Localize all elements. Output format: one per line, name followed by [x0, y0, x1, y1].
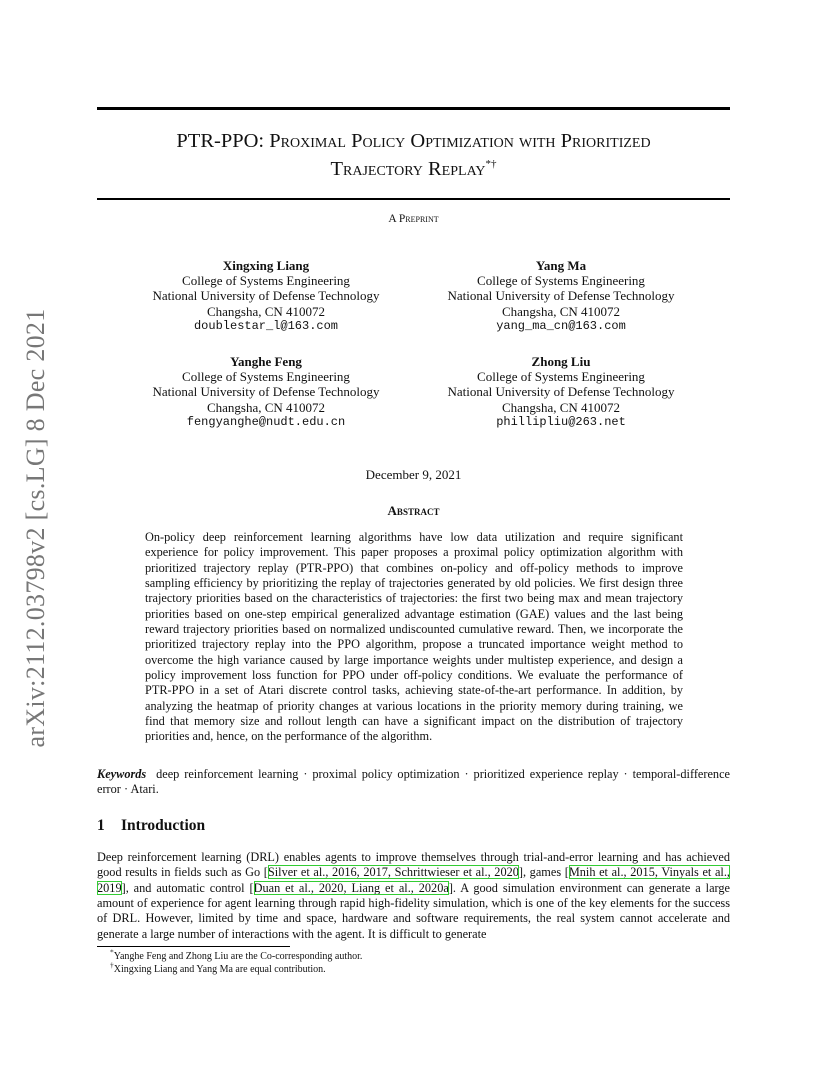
author-block: [421, 354, 701, 430]
author-name: Zhong Liu: [531, 354, 591, 369]
author-address: Changsha, CN 410072: [501, 399, 621, 415]
author-institution: National University of Defense Technology: [447, 384, 675, 400]
citation-link[interactable]: Duan et al., 2020, Liang et al., 2020a: [253, 880, 449, 895]
footnotes: [110, 947, 363, 976]
preprint-label: A Preprint: [388, 213, 439, 225]
author-block: [126, 258, 406, 334]
author-affiliation: College of Systems Engineering: [182, 369, 350, 385]
author-affiliation: College of Systems Engineering: [477, 369, 645, 385]
abstract-text: On-policy deep reinforcement learning algorithms have low data utilization and require significant experience for policy improvement. This paper proposes a proximal policy optimization algorithm with prioritized trajectory replay (PTR-PPO) that combines on-policy and off-policy methods to improve sampling efficiency by prioritizing the replay of trajectories generated by old policies. We first design three trajectory priorities based on the characteristics of trajectories: the first two being max and mean trajectory priorities based on one-step empirical generalized advantage estimation (GAE) values and the last being reward trajectory priorities based on normalized undiscounted cumulative reward. Then, we incorporate the prioritized trajectory replay into the PPO algorithm, propose a truncated importance weight method to overcome the high variance caused by large importance weights under multistep experience, and design a policy improvement loss function for PPO under off-policy conditions. We evaluate the performance of PTR-PPO in a set of Atari discrete control tasks, achieving state-of-the-art performance. In addition, by analyzing the heatmap of priority changes at various locations in the priority memory during training, we find that memory size and rollout length can have a significant impact on the distribution of trajectory priorities and, hence, on the performance of the algorithm.: [145, 530, 683, 744]
section-heading: [97, 817, 205, 835]
intro-text: ]. A good simulation environment can generate a large amount of experience for agent learning through rapid high-fidelity simulation, which is one of the key elements for the success of DRL. However, limited by time and space, hardware and software requirements, the real system cannot accelerate and generate a large number of interactions with the agent. It is difficult to generate: [97, 880, 731, 941]
author-institution: National University of Defense Technology: [447, 288, 675, 304]
footnote-mark: *: [110, 947, 114, 957]
citation-link[interactable]: Mnih et al., 2015, Vinyals et al., 2019: [97, 865, 730, 895]
author-name: Xingxing Liang: [222, 258, 310, 273]
title-line-2-wrap: [97, 155, 730, 183]
author-address: Changsha, CN 410072: [206, 399, 326, 415]
intro-text: ], games [: [518, 865, 569, 880]
author-affiliation: College of Systems Engineering: [182, 273, 350, 289]
author-email[interactable]: doublestar_l@163.com: [193, 318, 339, 333]
author-email[interactable]: yang_ma_cn@163.com: [496, 318, 626, 333]
author-institution: National University of Defense Technology: [152, 384, 380, 400]
title-line-1: PTR-PPO: Proximal Policy Optimization with Prioritized: [176, 130, 651, 152]
author-block: [126, 354, 406, 430]
paper-date: December 9, 2021: [365, 467, 462, 482]
footnote-mark: †: [110, 960, 114, 970]
paper-title: [97, 127, 730, 183]
keywords: [97, 767, 730, 798]
author-institution: National University of Defense Technology: [152, 288, 380, 304]
author-email[interactable]: phillipliu@263.net: [496, 414, 626, 429]
keywords-text: deep reinforcement learning · proximal policy optimization · prioritized experience replay · temporal-difference error · Atari.: [97, 767, 730, 797]
author-address: Changsha, CN 410072: [501, 303, 621, 319]
author-block: [421, 258, 701, 334]
arxiv-stamp: arXiv:2112.03798v2 [cs.LG] 8 Dec 2021: [21, 308, 50, 748]
author-address: Changsha, CN 410072: [206, 303, 326, 319]
title-top-rule: [97, 107, 730, 110]
footnote: [110, 947, 363, 963]
author-email[interactable]: fengyanghe@nudt.edu.cn: [186, 414, 346, 429]
intro-text: Deep reinforcement learning (DRL) enables agents to improve themselves through trial-and-error learning and has achieved good results in fields such as Go [: [97, 850, 730, 880]
intro-text: ], and automatic control [: [121, 880, 254, 895]
keywords-label: Keywords: [97, 767, 147, 781]
footnote-text: Xingxing Liang and Yang Ma are equal contribution.: [113, 964, 326, 975]
title-line-2: Trajectory Replay: [330, 158, 486, 180]
footnote: [110, 960, 362, 976]
author-name: Yanghe Feng: [230, 354, 302, 369]
title-footnote-mark: *†: [485, 158, 497, 171]
author-affiliation: College of Systems Engineering: [477, 273, 645, 289]
intro-paragraph: [97, 850, 730, 942]
footnote-rule: [97, 946, 290, 947]
footnote-text: Yanghe Feng and Zhong Liu are the Co-corresponding author.: [113, 951, 363, 962]
section-number: 1: [97, 817, 105, 834]
section-title: Introduction: [121, 817, 206, 834]
abstract-heading: Abstract: [387, 503, 440, 518]
author-name: Yang Ma: [535, 258, 587, 273]
citation-link[interactable]: Silver et al., 2016, 2017, Schrittwieser et al., 2020: [267, 865, 519, 880]
title-bottom-rule: [97, 198, 730, 200]
